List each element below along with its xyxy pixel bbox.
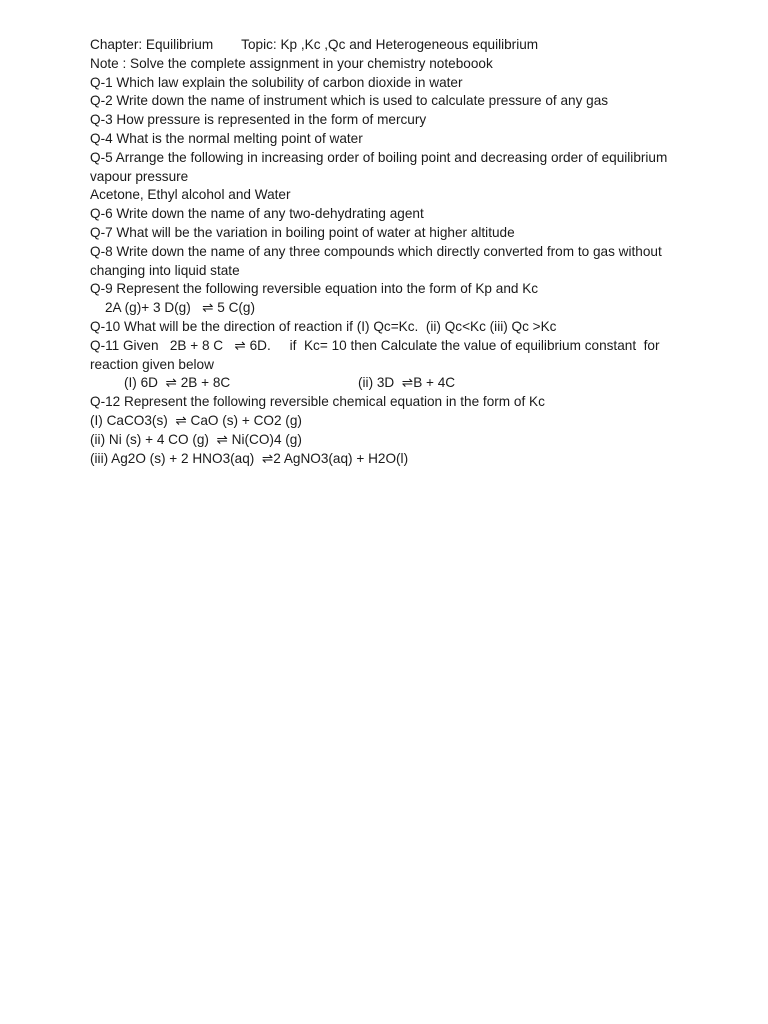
question-9: Q-9 Represent the following reversible equation into the form of Kp and Kc xyxy=(90,281,539,297)
question-10: Q-10 What will be the direction of reaction if (I) Qc=Kc. (ii) Qc<Kc (iii) Qc >Kc xyxy=(90,318,557,334)
question-11-part-a: (I) 6D ⇌ 2B + 8C xyxy=(124,375,231,391)
topic-label: Topic: Kp ,Kc ,Qc and Heterogeneous equilibrium xyxy=(241,37,539,52)
question-12-part-b: (ii) Ni (s) + 4 CO (g) ⇌ Ni(CO)4 (g) xyxy=(90,431,302,447)
question-7: Q-7 What will be the variation in boiling point of water at higher altitude xyxy=(90,224,515,240)
question-3: Q-3 How pressure is represented in the form of mercury xyxy=(90,112,427,128)
question-11-parts xyxy=(90,374,690,393)
question-8: Q-8 Write down the name of any three compounds which directly converted from to gas without changing into liquid state xyxy=(90,243,662,278)
question-5: Q-5 Arrange the following in increasing order of boiling point and decreasing order of equilibrium vapour pressure xyxy=(90,149,668,184)
question-6: Q-6 Write down the name of any two-dehydrating agent xyxy=(90,206,424,222)
question-11: Q-11 Given 2B + 8 C ⇌ 6D. if Kc= 10 then Calculate the value of equilibrium constant for reaction given below xyxy=(90,337,664,372)
question-12-part-c: (iii) Ag2O (s) + 2 HNO3(aq) ⇌2 AgNO3(aq) + H2O(l) xyxy=(90,450,409,466)
question-2: Q-2 Write down the name of instrument which is used to calculate pressure of any gas xyxy=(90,93,609,109)
question-5-items: Acetone, Ethyl alcohol and Water xyxy=(90,187,291,203)
question-12: Q-12 Represent the following reversible chemical equation in the form of Kc xyxy=(90,394,545,410)
assignment-text xyxy=(90,36,690,468)
note-line: Note : Solve the complete assignment in your chemistry noteboook xyxy=(90,55,493,71)
header-line xyxy=(90,36,690,55)
question-12-part-a: (I) CaCO3(s) ⇌ CaO (s) + CO2 (g) xyxy=(90,412,302,428)
chapter-label: Chapter: Equilibrium xyxy=(90,37,214,52)
question-1: Q-1 Which law explain the solubility of carbon dioxide in water xyxy=(90,74,463,90)
question-9-equation: 2A (g)+ 3 D(g) ⇌ 5 C(g) xyxy=(105,300,256,316)
question-4: Q-4 What is the normal melting point of water xyxy=(90,130,363,146)
question-11-part-b: (ii) 3D ⇌B + 4C xyxy=(358,375,456,391)
